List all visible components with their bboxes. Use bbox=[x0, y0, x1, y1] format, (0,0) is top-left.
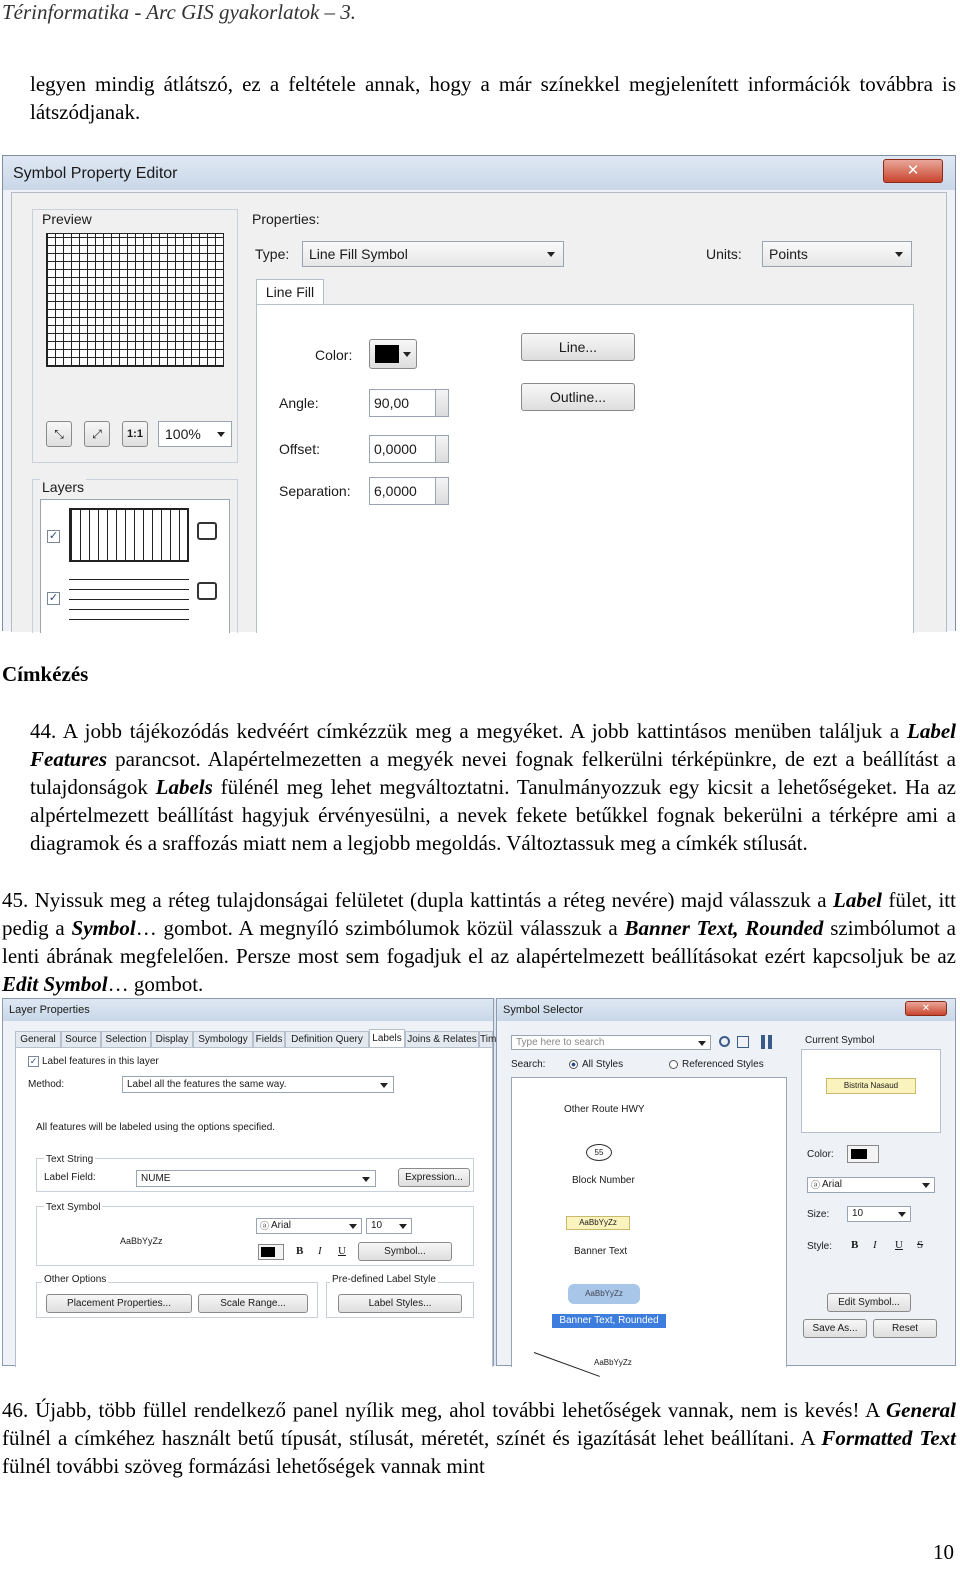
offset-value: 0,0000 bbox=[374, 441, 417, 457]
text-color-picker[interactable] bbox=[258, 1244, 284, 1260]
predefined-style-label: Pre-defined Label Style bbox=[332, 1274, 436, 1285]
separation-label: Separation: bbox=[279, 483, 351, 499]
paragraph-44: 44. A jobb tájékozódás kedvéért címkézzük meg a megyéket. A jobb kattintásos menüben találjuk a Label Features parancsot. Alapértelmezetten a megyék nevei fognak felkerülni térképünkre, de ezt a beállítást a tulajdonságok Labels fülénél meg lehet megváltoztatni. Tanulmányozzuk egy kicsit a lehetőségeket. Ha az alpértelmezett beállítást hagyjuk érvényesülni, a nevek fekete betűkkel fognak bekerülni a térképre ami a diagramok és a sraffozás miatt nem a legjobb megoldás. Változtassuk meg a címkék stílusát. bbox=[30, 719, 956, 855]
style-references-icon[interactable] bbox=[737, 1036, 749, 1048]
label-features-label: Label features in this layer bbox=[42, 1056, 159, 1067]
layer-1-swatch bbox=[69, 508, 189, 562]
layer-1-checkbox[interactable]: ✓ bbox=[48, 530, 59, 542]
font-value: Arial bbox=[271, 1220, 292, 1231]
chevron-down-icon bbox=[698, 1041, 706, 1046]
leader-line bbox=[534, 1352, 600, 1377]
all-styles-label: All Styles bbox=[582, 1059, 624, 1070]
underline-button[interactable]: U bbox=[338, 1245, 346, 1257]
angle-spinner[interactable] bbox=[435, 390, 448, 416]
strikethrough-button[interactable]: S bbox=[917, 1239, 924, 1251]
symbol-item-label[interactable]: Block Number bbox=[572, 1175, 635, 1186]
chevron-down-icon bbox=[922, 1183, 930, 1188]
outline-button[interactable]: Outline... bbox=[521, 383, 635, 411]
size-value: 10 bbox=[852, 1208, 864, 1219]
font-type-icon: ⓐ bbox=[811, 1180, 821, 1190]
label-field-select[interactable] bbox=[136, 1170, 376, 1187]
method-label: Method: bbox=[28, 1079, 65, 1090]
tab-general[interactable]: General bbox=[15, 1031, 61, 1047]
zoom-in-button[interactable] bbox=[46, 421, 72, 447]
style-label: Style: bbox=[807, 1241, 833, 1252]
search-icon[interactable] bbox=[719, 1036, 730, 1047]
symbol-search-input[interactable] bbox=[511, 1035, 711, 1050]
separation-value: 6,0000 bbox=[374, 483, 417, 499]
zoom-value: 100% bbox=[165, 426, 201, 442]
symbol-selector-window bbox=[496, 998, 956, 1366]
current-symbol-label: Current Symbol bbox=[805, 1035, 875, 1046]
label-dialogs-screenshot bbox=[2, 998, 956, 1366]
tab-labels[interactable]: Labels bbox=[369, 1029, 405, 1048]
properties-label: Properties: bbox=[252, 211, 320, 227]
layer-2-swatch bbox=[69, 572, 189, 620]
label-features-checkbox[interactable]: ✓ bbox=[29, 1056, 38, 1066]
type-value: Line Fill Symbol bbox=[309, 246, 408, 262]
tab-display[interactable]: Display bbox=[151, 1031, 193, 1047]
preview-label: Preview bbox=[42, 211, 92, 227]
symbol-item-label[interactable]: Other Route HWY bbox=[564, 1104, 645, 1115]
labels-tab-panel bbox=[15, 1047, 493, 1367]
angle-label: Angle: bbox=[279, 395, 319, 411]
close-button[interactable]: ✕ bbox=[883, 159, 943, 183]
zoom-out-icon: ⤢ bbox=[92, 427, 102, 441]
symbol-item-preview: AaBbYyZz bbox=[594, 1358, 632, 1367]
method-value: Label all the features the same way. bbox=[127, 1079, 287, 1090]
zoom-in-icon: ⤡ bbox=[54, 427, 64, 441]
type-select[interactable] bbox=[302, 241, 564, 267]
symbol-property-editor-window bbox=[2, 155, 956, 631]
color-picker[interactable] bbox=[369, 339, 417, 369]
layers-label: Layers bbox=[42, 479, 85, 495]
expression-button[interactable]: Expression... bbox=[398, 1168, 470, 1187]
options-note: All features will be labeled using the options specified. bbox=[36, 1122, 276, 1133]
tab-time[interactable]: Tim bbox=[479, 1031, 493, 1047]
tab-joins-relates[interactable]: Joins & Relates bbox=[405, 1031, 479, 1047]
font-select[interactable] bbox=[256, 1218, 362, 1234]
italic-button[interactable]: I bbox=[873, 1239, 877, 1251]
offset-input[interactable] bbox=[369, 435, 449, 463]
placement-properties-button[interactable]: Placement Properties... bbox=[46, 1294, 192, 1313]
color-swatch bbox=[375, 345, 399, 363]
chevron-down-icon bbox=[399, 1224, 407, 1229]
all-styles-radio[interactable] bbox=[569, 1060, 578, 1069]
layer-properties-window bbox=[2, 998, 497, 1366]
layer-2-checkbox[interactable]: ✓ bbox=[48, 592, 59, 604]
scale-range-button[interactable]: Scale Range... bbox=[198, 1294, 308, 1313]
preview-grid bbox=[46, 233, 224, 367]
view-options-icon[interactable] bbox=[761, 1035, 775, 1049]
lp-title-bar bbox=[3, 999, 493, 1021]
referenced-styles-label: Referenced Styles bbox=[682, 1059, 764, 1070]
chevron-down-icon bbox=[547, 252, 555, 257]
save-as-button[interactable]: Save As... bbox=[803, 1319, 867, 1338]
ss-title: Symbol Selector bbox=[503, 1004, 584, 1016]
units-select[interactable] bbox=[762, 241, 912, 267]
ss-title-bar bbox=[497, 999, 955, 1021]
chevron-down-icon bbox=[380, 1083, 388, 1088]
page-number: 10 bbox=[933, 1540, 954, 1564]
banner-rounded-symbol: AaBbYyZz bbox=[568, 1284, 640, 1304]
intro-paragraph: legyen mindig átlátszó, ez a feltétele annak, hogy a már színekkel megjelenített információk továbbra is látszódjanak. bbox=[30, 72, 956, 124]
referenced-styles-radio[interactable] bbox=[669, 1060, 678, 1069]
chevron-down-icon bbox=[217, 432, 225, 437]
symbol-item-selected[interactable]: Banner Text, Rounded bbox=[552, 1314, 666, 1328]
font-type-icon: ⓐ bbox=[260, 1221, 270, 1231]
underline-button[interactable]: U bbox=[895, 1239, 903, 1251]
offset-spinner[interactable] bbox=[435, 436, 448, 462]
edit-symbol-button[interactable]: Edit Symbol... bbox=[827, 1293, 911, 1312]
size-label: Size: bbox=[807, 1209, 830, 1220]
zoom-select[interactable] bbox=[158, 421, 232, 447]
dialog-body bbox=[11, 192, 947, 632]
tab-fields[interactable]: Fields bbox=[253, 1031, 285, 1047]
offset-label: Offset: bbox=[279, 441, 320, 457]
search-placeholder: Type here to search bbox=[516, 1037, 605, 1048]
paragraph-45: 45. Nyissuk meg a réteg tulajdonságai felületet (dupla kattintás a réteg nevére) majd válasszuk a Label fület, itt pedig a Symbol… gombot. A megnyíló szimbólumok közül válasszuk a Banner Text, Rounded szimbólumot a lenti ábrának megfelelően. Persze most sem fogadjuk el az alapértelmezett beállításokat ezért kapcsoljuk be az Edit Symbol… gombot. bbox=[2, 888, 956, 996]
lp-tab-strip bbox=[15, 1029, 497, 1047]
font-select[interactable] bbox=[807, 1177, 935, 1193]
type-label: Type: bbox=[255, 246, 290, 262]
other-options-label: Other Options bbox=[44, 1274, 107, 1285]
chevron-down-icon bbox=[895, 252, 903, 257]
line-button[interactable]: Line... bbox=[521, 333, 635, 361]
italic-button[interactable]: I bbox=[318, 1245, 322, 1257]
chevron-down-icon bbox=[362, 1177, 370, 1182]
tab-source[interactable]: Source bbox=[61, 1031, 101, 1047]
size-select[interactable] bbox=[366, 1218, 412, 1234]
ss-close-button[interactable]: ✕ bbox=[905, 1001, 947, 1016]
current-symbol-preview-box bbox=[801, 1049, 941, 1133]
paragraph-46: 46. Újabb, több füllel rendelkező panel nyílik meg, ahol további lehetőségek vannak, nem is kevés! A General fülnél a címkéhez használt betű típusát, stílusát, méretét, színét és igazítását lehet beállítani. A Formatted Text fülnél további szöveg formázási lehetőségek vannak mint bbox=[2, 1398, 956, 1478]
bold-button[interactable]: B bbox=[851, 1239, 859, 1251]
running-header: Térinformatika - Arc GIS gyakorlatok – 3. bbox=[2, 0, 357, 24]
units-value: Points bbox=[769, 246, 808, 262]
separation-spinner[interactable] bbox=[435, 478, 448, 504]
text-string-label: Text String bbox=[46, 1154, 94, 1165]
banner-text-symbol: AaBbYyZz bbox=[566, 1216, 630, 1230]
chevron-down-icon bbox=[403, 352, 411, 357]
text-color-swatch bbox=[261, 1247, 275, 1257]
color-label: Color: bbox=[315, 347, 353, 363]
actual-size-button[interactable]: 1:1 bbox=[122, 421, 148, 447]
angle-value: 90,00 bbox=[374, 395, 410, 411]
title-bar bbox=[3, 156, 955, 190]
lp-title: Layer Properties bbox=[9, 1004, 90, 1016]
symbol-list[interactable] bbox=[511, 1077, 787, 1367]
symbol-item-label[interactable]: Banner Text bbox=[574, 1246, 628, 1257]
color-picker[interactable] bbox=[847, 1145, 879, 1163]
section-heading: Címkézés bbox=[2, 662, 89, 686]
current-symbol-preview: Bistrita Nasaud bbox=[826, 1078, 916, 1094]
method-select[interactable] bbox=[122, 1076, 394, 1093]
tab-definition-query[interactable]: Definition Query bbox=[285, 1031, 369, 1047]
lock-icon[interactable] bbox=[197, 522, 217, 540]
tab-selection[interactable]: Selection bbox=[101, 1031, 151, 1047]
chevron-down-icon bbox=[898, 1212, 906, 1217]
window-title: Symbol Property Editor bbox=[13, 165, 178, 182]
lock-icon[interactable] bbox=[197, 582, 217, 600]
units-label: Units: bbox=[706, 246, 742, 262]
search-label: Search: bbox=[511, 1059, 546, 1070]
label-styles-button[interactable]: Label Styles... bbox=[338, 1294, 462, 1313]
tab-line-fill[interactable]: Line Fill bbox=[256, 279, 324, 305]
block-number-symbol: 55 bbox=[586, 1144, 612, 1161]
label-field-value: NUME bbox=[141, 1173, 171, 1184]
symbol-button[interactable]: Symbol... bbox=[358, 1242, 452, 1261]
separation-input[interactable] bbox=[369, 477, 449, 505]
bold-button[interactable]: B bbox=[296, 1245, 304, 1257]
text-symbol-preview: AaBbYyZz bbox=[120, 1236, 163, 1246]
size-select[interactable] bbox=[847, 1206, 911, 1222]
angle-input[interactable] bbox=[369, 389, 449, 417]
text-symbol-label: Text Symbol bbox=[46, 1202, 101, 1213]
color-swatch bbox=[851, 1149, 867, 1159]
tab-symbology[interactable]: Symbology bbox=[193, 1031, 253, 1047]
layers-list[interactable] bbox=[40, 499, 230, 633]
size-value: 10 bbox=[371, 1220, 383, 1231]
reset-button[interactable]: Reset bbox=[873, 1319, 937, 1338]
font-value: Arial bbox=[822, 1179, 843, 1190]
chevron-down-icon bbox=[349, 1224, 357, 1229]
zoom-out-button[interactable] bbox=[84, 421, 110, 447]
label-field-label: Label Field: bbox=[44, 1172, 96, 1183]
color-label: Color: bbox=[807, 1149, 834, 1160]
tab-panel bbox=[256, 304, 914, 633]
